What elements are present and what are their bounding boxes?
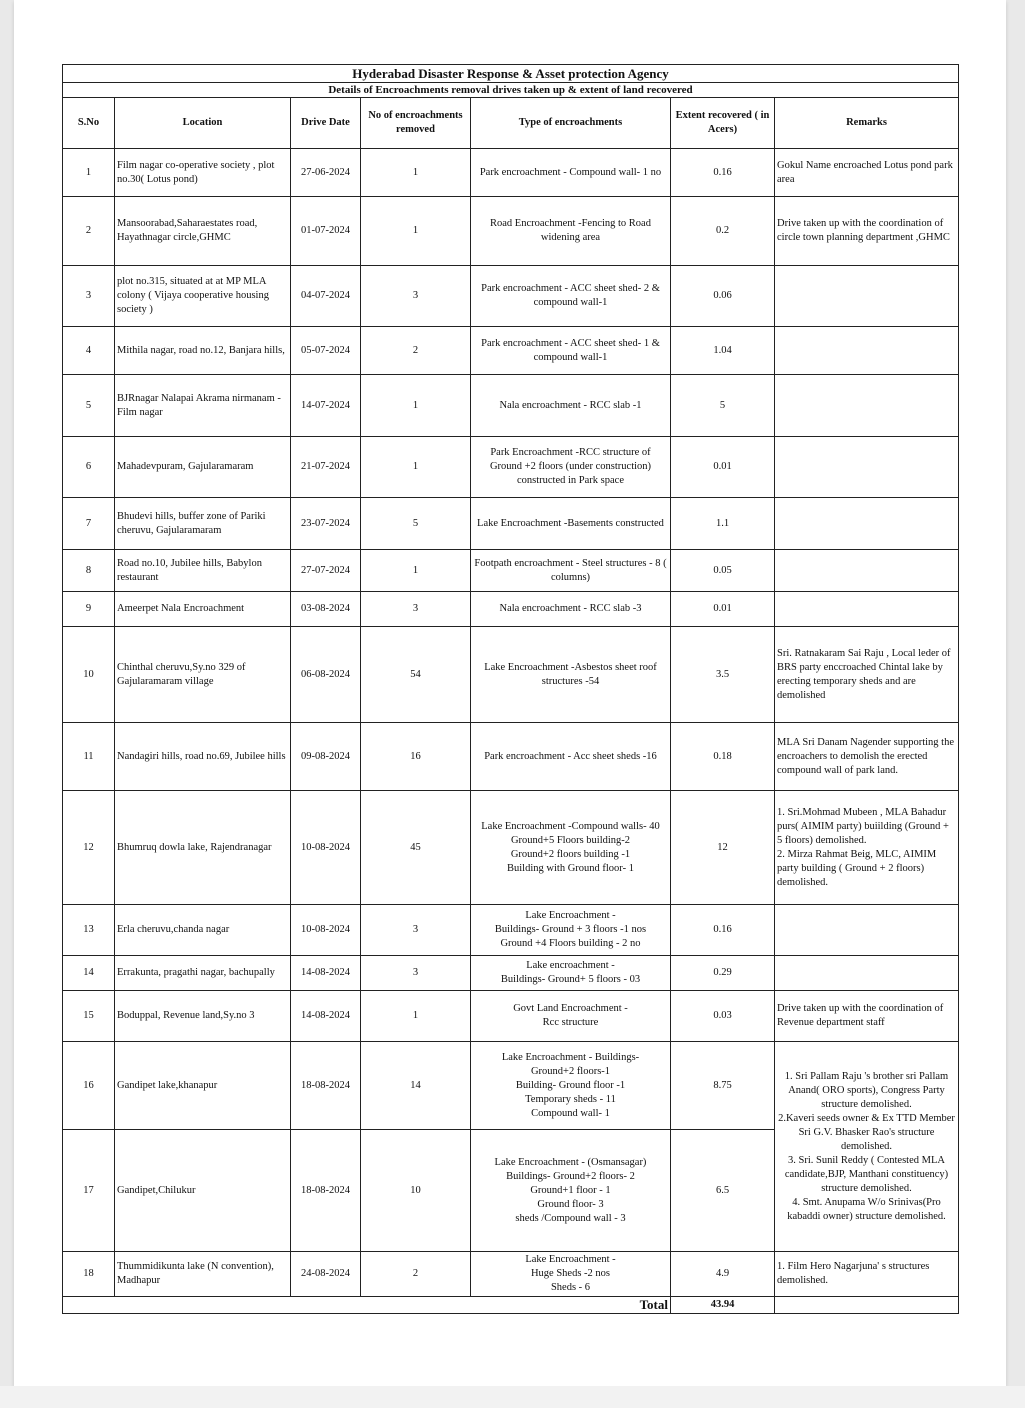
cell-count: 16 [361,723,471,791]
cell-extent: 4.9 [671,1252,775,1297]
cell-date: 27-07-2024 [291,550,361,592]
cell-location: Mithila nagar, road no.12, Banjara hills, [115,327,291,375]
cell-type: Park Encroachment -RCC structure of Ground +2 floors (under construction) constructed in Park space [471,437,671,498]
cell-sno: 3 [63,266,115,327]
cell-sno: 14 [63,956,115,991]
cell-type: Lake Encroachment -Basements constructed [471,498,671,550]
cell-sno: 8 [63,550,115,592]
cell-extent: 1.04 [671,327,775,375]
header-extent: Extent recovered ( in Acers) [671,98,775,149]
header-count: No of encroachments removed [361,98,471,149]
header-remarks: Remarks [775,98,959,149]
cell-remarks [775,327,959,375]
cell-remarks [775,375,959,437]
cell-type: Lake encroachment - Buildings- Ground+ 5 floors - 03 [471,956,671,991]
table-row [63,498,959,550]
cell-extent: 0.2 [671,197,775,266]
cell-count: 3 [361,905,471,956]
cell-sno: 2 [63,197,115,266]
table-row [63,375,959,437]
cell-date: 09-08-2024 [291,723,361,791]
cell-extent: 0.29 [671,956,775,991]
cell-count: 2 [361,1252,471,1297]
header-type: Type of encroachments [471,98,671,149]
cell-remarks [775,956,959,991]
cell-sno: 16 [63,1042,115,1130]
cell-extent: 0.05 [671,550,775,592]
total-remarks-empty [775,1297,959,1314]
cell-date: 18-08-2024 [291,1130,361,1252]
cell-location: Chinthal cheruvu,Sy.no 329 of Gajularamaram village [115,627,291,723]
cell-location: Errakunta, pragathi nagar, bachupally [115,956,291,991]
cell-type: Nala encroachment - RCC slab -1 [471,375,671,437]
cell-count: 1 [361,375,471,437]
cell-extent: 6.5 [671,1130,775,1252]
cell-extent: 0.06 [671,266,775,327]
cell-count: 5 [361,498,471,550]
cell-type: Nala encroachment - RCC slab -3 [471,592,671,627]
cell-remarks: Sri. Ratnakaram Sai Raju , Local leder of BRS party enccroached Chintal lake by erecting temporary sheds and are demolished [775,627,959,723]
header-location: Location [115,98,291,149]
cell-count: 3 [361,592,471,627]
cell-location: Film nagar co-operative society , plot no.30( Lotus pond) [115,149,291,197]
cell-remarks: 1. Sri.Mohmad Mubeen , MLA Bahadur purs( AIMIM party) buiilding (Ground + 5 floors) demolished. 2. Mirza Rahmat Beig, MLC, AIMIM party building ( Ground + 2 floors) demolished. [775,791,959,905]
cell-date: 04-07-2024 [291,266,361,327]
cell-sno: 9 [63,592,115,627]
cell-location: BJRnagar Nalapai Akrama nirmanam - Film nagar [115,375,291,437]
cell-date: 05-07-2024 [291,327,361,375]
cell-sno: 6 [63,437,115,498]
cell-sno: 1 [63,149,115,197]
cell-location: Gandipet lake,khanapur [115,1042,291,1130]
cell-date: 23-07-2024 [291,498,361,550]
cell-extent: 0.01 [671,437,775,498]
cell-extent: 3.5 [671,627,775,723]
cell-extent: 1.1 [671,498,775,550]
cell-location: Road no.10, Jubilee hills, Babylon restaurant [115,550,291,592]
total-row [63,1297,959,1314]
cell-count: 14 [361,1042,471,1130]
cell-sno: 11 [63,723,115,791]
cell-date: 24-08-2024 [291,1252,361,1297]
cell-remarks: Drive taken up with the coordination of circle town planning department ,GHMC [775,197,959,266]
cell-location: plot no.315, situated at at MP MLA colony ( Vijaya cooperative housing society ) [115,266,291,327]
cell-remarks-merged: 1. Sri Pallam Raju 's brother sri Pallam Anand( ORO sports), Congress Party structure demolished. 2.Kaveri seeds owner & Ex TTD Member Sri G.V. Bhasker Rao's structure demolished. 3. Sri. Sunil Reddy ( Contested MLA candidate,BJP, Manthani constituency) structure demolished. 4. Smt. Anupama W/o Srinivas(Pro kabaddi owner) structure demolished. [775,1042,959,1252]
cell-remarks [775,266,959,327]
cell-count: 54 [361,627,471,723]
cell-type: Park encroachment - Acc sheet sheds -16 [471,723,671,791]
cell-date: 14-07-2024 [291,375,361,437]
cell-sno: 18 [63,1252,115,1297]
cell-type: Footpath encroachment - Steel structures - 8 ( columns) [471,550,671,592]
cell-sno: 4 [63,327,115,375]
cell-type: Lake Encroachment - Buildings- Ground + 3 floors -1 nos Ground +4 Floors building - 2 no [471,905,671,956]
table-row [63,627,959,723]
header-row [63,98,959,149]
cell-extent: 12 [671,791,775,905]
table-title: Hyderabad Disaster Response & Asset protection Agency [63,65,959,83]
cell-count: 1 [361,550,471,592]
cell-type: Lake Encroachment - Buildings- Ground+2 floors-1 Building- Ground floor -1 Temporary sheds - 11 Compound wall- 1 [471,1042,671,1130]
cell-sno: 13 [63,905,115,956]
table-row [63,266,959,327]
cell-sno: 17 [63,1130,115,1252]
table-row [63,550,959,592]
cell-sno: 5 [63,375,115,437]
table-row [63,991,959,1042]
cell-extent: 0.16 [671,149,775,197]
table-row [63,437,959,498]
cell-type: Lake Encroachment - (Osmansagar) Buildings- Ground+2 floors- 2 Ground+1 floor - 1 Ground floor- 3 sheds /Compound wall - 3 [471,1130,671,1252]
cell-count: 10 [361,1130,471,1252]
table-row [63,723,959,791]
cell-remarks: Drive taken up with the coordination of Revenue department staff [775,991,959,1042]
header-drive-date: Drive Date [291,98,361,149]
cell-extent: 0.03 [671,991,775,1042]
cell-date: 10-08-2024 [291,905,361,956]
cell-date: 27-06-2024 [291,149,361,197]
cell-date: 01-07-2024 [291,197,361,266]
cell-extent: 0.01 [671,592,775,627]
cell-count: 1 [361,149,471,197]
cell-count: 2 [361,327,471,375]
cell-extent: 5 [671,375,775,437]
cell-remarks [775,550,959,592]
cell-count: 45 [361,791,471,905]
cell-remarks: Gokul Name encroached Lotus pond park area [775,149,959,197]
cell-remarks [775,905,959,956]
table-subtitle: Details of Encroachments removal drives taken up & extent of land recovered [63,83,959,98]
cell-remarks [775,437,959,498]
cell-sno: 12 [63,791,115,905]
cell-date: 10-08-2024 [291,791,361,905]
cell-location: Bhumruq dowla lake, Rajendranagar [115,791,291,905]
cell-location: Mansoorabad,Saharaestates road, Hayathnagar circle,GHMC [115,197,291,266]
cell-type: Park encroachment - ACC sheet shed- 1 & compound wall-1 [471,327,671,375]
cell-location: Nandagiri hills, road no.69, Jubilee hills [115,723,291,791]
cell-remarks [775,592,959,627]
cell-remarks [775,498,959,550]
cell-type: Road Encroachment -Fencing to Road widening area [471,197,671,266]
cell-location: Boduppal, Revenue land,Sy.no 3 [115,991,291,1042]
cell-date: 06-08-2024 [291,627,361,723]
table-row [63,327,959,375]
page-bottom-shade [0,1386,1025,1408]
header-sno: S.No [63,98,115,149]
cell-type: Park encroachment - ACC sheet shed- 2 & compound wall-1 [471,266,671,327]
table-row [63,1042,959,1130]
encroachments-table [62,64,959,1314]
table-row [63,956,959,991]
cell-extent: 8.75 [671,1042,775,1130]
cell-date: 18-08-2024 [291,1042,361,1130]
table-row [63,592,959,627]
cell-count: 1 [361,437,471,498]
cell-location: Mahadevpuram, Gajularamaram [115,437,291,498]
cell-count: 1 [361,991,471,1042]
cell-type: Lake Encroachment -Asbestos sheet roof structures -54 [471,627,671,723]
cell-count: 3 [361,266,471,327]
cell-count: 3 [361,956,471,991]
cell-count: 1 [361,197,471,266]
table-row [63,791,959,905]
cell-location: Bhudevi hills, buffer zone of Pariki cheruvu, Gajularamaram [115,498,291,550]
cell-sno: 10 [63,627,115,723]
cell-date: 14-08-2024 [291,991,361,1042]
table-row [63,905,959,956]
cell-sno: 7 [63,498,115,550]
cell-extent: 0.16 [671,905,775,956]
cell-location: Erla cheruvu,chanda nagar [115,905,291,956]
table-row [63,197,959,266]
cell-date: 03-08-2024 [291,592,361,627]
total-value: 43.94 [671,1297,775,1314]
cell-location: Gandipet,Chilukur [115,1130,291,1252]
total-label: Total [63,1297,671,1314]
cell-remarks: MLA Sri Danam Nagender supporting the encroachers to demolish the erected compound wall of park land. [775,723,959,791]
cell-date: 14-08-2024 [291,956,361,991]
cell-location: Ameerpet Nala Encroachment [115,592,291,627]
cell-type: Lake Encroachment -Compound walls- 40 Ground+5 Floors building-2 Ground+2 floors building -1 Building with Ground floor- 1 [471,791,671,905]
cell-type: Lake Encroachment - Huge Sheds -2 nos Sheds - 6 [471,1252,671,1297]
table-row [63,149,959,197]
cell-type: Govt Land Encroachment - Rcc structure [471,991,671,1042]
cell-type: Park encroachment - Compound wall- 1 no [471,149,671,197]
cell-location: Thummidikunta lake (N convention), Madhapur [115,1252,291,1297]
table-row [63,1252,959,1297]
cell-date: 21-07-2024 [291,437,361,498]
cell-remarks: 1. Film Hero Nagarjuna' s structures demolished. [775,1252,959,1297]
cell-extent: 0.18 [671,723,775,791]
cell-sno: 15 [63,991,115,1042]
